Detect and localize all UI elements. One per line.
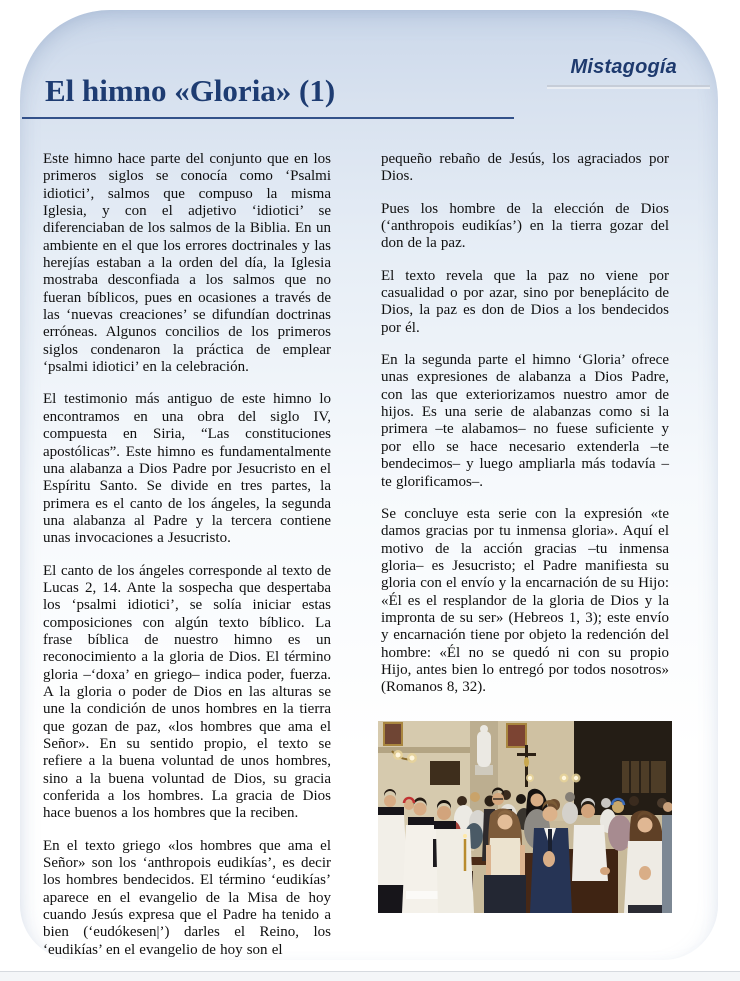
church-photo-illustration xyxy=(378,721,672,913)
left-column xyxy=(43,151,331,974)
paragraph-right-5[interactable]: Se concluye esta serie con la expresión «te damos gracias por tu inmensa gloria». Aquí el motivo de la acción gracias –tu inmensa gloria– es Jesucristo; el Padre manifiesta su gloria con el envío y la encarnación de su Hijo: «Él es el resplandor de la gloria de Dios y la impronta de su ser» (Hebreos 1, 3); este envío y encarnación tiene por objeto la redención del hombre: «Él no se quedó ni con su propio Hijo, antes bien lo entregó por todos nosotros» (Romanos 8, 32). xyxy=(381,505,669,696)
article-title[interactable]: El himno «Gloria» (1) xyxy=(45,73,336,108)
footer-band xyxy=(0,972,740,981)
masthead-divider xyxy=(547,85,710,89)
paragraph-right-2[interactable]: Pues los hombre de la elección de Dios (‘anthropois eudikías’) en la tierra gozar del don de la paz. xyxy=(381,200,669,252)
paragraph-right-4[interactable]: En la segunda parte el himno ‘Gloria’ ofrece unas expresiones de alabanza a Dios Padre, con las que exteriorizamos nuestro amor de hijos. Es una serie de alabanzas como si la primera –te alabamos– no fuese suficiente y por ello se hace necesario extenderla –te bendecimos– y luego ampliarla más todavía –te glorificamos–. xyxy=(381,352,669,490)
masthead-label[interactable]: Mistagogía xyxy=(570,56,677,78)
paragraph-left-1[interactable]: Este himno hace parte del conjunto que en los primeros siglos se conocía como ‘Psalmi idiotici’, salmos que compuso la misma Iglesia, y con el adjetivo ‘idiotici’ se diferenciaban de los salmos de la Biblia. En un ambiente en el que los errores doctrinales y las herejías estaban a la orden del día, la Iglesia mostraba desconfiada a los salmos que no fueran bíblicos, pues en ocasiones a través de las ‘nuevas creaciones’ se difundían doctrinas erróneas. Algunos concilios de los primeros siglos condenaron la práctica de emplear ‘psalmi idiotici’ en la celebración. xyxy=(43,151,331,376)
paragraph-left-3[interactable]: El canto de los ángeles corresponde al texto de Lucas 2, 14. Ante la sospecha que despertaba los ‘psalmi idiotici’, se solía iniciar estas composiciones con algún texto bíblico. La frase bíblica de nuestro himno es un reconocimiento a la gloria de Dios. El término gloria –‘doxa’ en griego– indica poder, fuerza. A la gloria o poder de Dios en las alturas se une la condición de unos hombres en la tierra que gozan de paz, «los hombres que ama el Señor». En su sentido propio, el texto se refiere a la buena voluntad de unos hombres, sino a la buena voluntad de Dios, su gracia conferida a los hombres. La gracia de Dios hace buenos a los hombres que la reciben. xyxy=(43,562,331,822)
title-divider xyxy=(22,117,514,119)
paragraph-left-2[interactable]: El testimonio más antiguo de este himno lo encontramos en una obra del siglo IV, compuesta en Siria, “Las constituciones apostólicas”. Este himno es fundamentalmente una alabanza a Dios Padre por Jesucristo en el Espíritu Santo. Se divide en tres partes, la primera es el canto de los ángeles, la segunda una alabanza al Padre y la tercera contiene unas invocaciones a Jesucristo. xyxy=(43,391,331,547)
newsletter-card xyxy=(20,10,718,960)
article-body xyxy=(43,151,695,974)
paragraph-right-1[interactable]: pequeño rebaño de Jesús, los agraciados por Dios. xyxy=(381,151,669,185)
paragraph-right-3[interactable]: El texto revela que la paz no viene por casualidad o por azar, sino por beneplácito de Dios, la paz es don de Dios a los bendecidos por él. xyxy=(381,267,669,336)
church-congregation-photo[interactable] xyxy=(378,721,672,913)
paragraph-left-4[interactable]: En el texto griego «los hombres que ama el Señor» son los ‘anthropois eudikías’, es decir los hombres bendecidos. El término ‘eudikías’ aparece en el evangelio de la Misa de hoy cuando Jesús expresa que el Padre ha tenido a bien (‘eudókesen|’) darles el Reino, los ‘eudikías’ en el evangelio de hoy son el xyxy=(43,837,331,958)
right-column xyxy=(381,151,669,974)
